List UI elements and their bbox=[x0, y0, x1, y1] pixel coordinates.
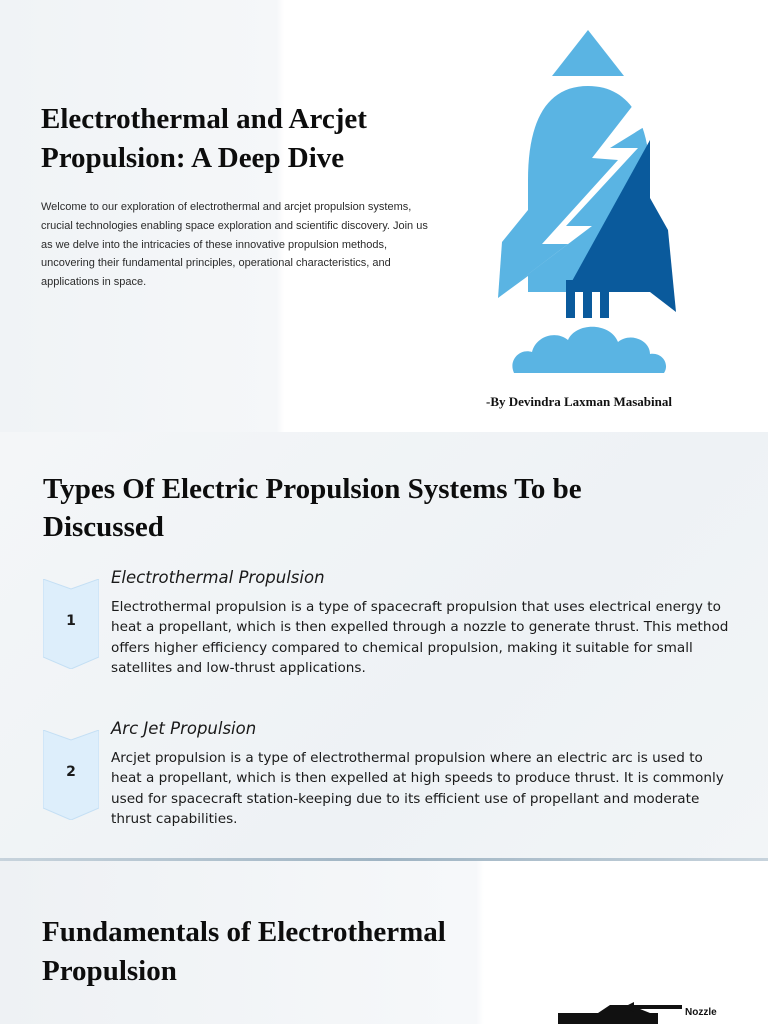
types-slide bbox=[0, 432, 768, 858]
rocket-nose-cone bbox=[552, 30, 624, 76]
item-description: Arcjet propulsion is a type of electrothermal propulsion where an electric arc is used to heat a propellant, which is then expelled at high speeds to produce thrust. It is commonly used for spacecraft station-keeping due to its efficient use of propellant and moderate thrust capabilities. bbox=[111, 750, 724, 827]
exhaust-bar bbox=[583, 280, 592, 318]
arrow-left-icon bbox=[624, 1002, 682, 1012]
exhaust-bar bbox=[566, 280, 575, 318]
fundamentals-slide bbox=[0, 861, 768, 1024]
fundamentals-title: Fundamentals of Electrothermal Propulsion bbox=[42, 916, 446, 987]
exhaust-bar bbox=[600, 280, 609, 318]
nozzle-label: Nozzle bbox=[685, 1007, 717, 1018]
item-title: Electrothermal Propulsion bbox=[111, 568, 325, 587]
badge-number: 1 bbox=[66, 613, 76, 629]
number-badge bbox=[43, 579, 99, 669]
rocket-right-fin bbox=[650, 198, 676, 312]
rocket-lightning-icon bbox=[470, 30, 690, 375]
badge-number: 2 bbox=[66, 764, 76, 780]
rocket-left-fin bbox=[498, 210, 528, 298]
presentation-title: Electrothermal and Arcjet Propulsion: A Deep Dive bbox=[41, 103, 367, 174]
item-description: Electrothermal propulsion is a type of spacecraft propulsion that uses electrical energy to heat a propellant, which is then expelled through a nozzle to generate thrust. This method offers higher efficiency compared to chemical propulsion, making it suitable for small satellites and low-thrust applications. bbox=[111, 599, 729, 676]
nozzle-diagram bbox=[558, 1001, 768, 1024]
number-badge bbox=[43, 730, 99, 820]
intro-paragraph: Welcome to our exploration of electrothermal and arcjet propulsion systems, crucial technologies enabling space exploration and scientific discovery. Join us as we delve into the intricacies of these innovative propulsion methods, uncovering their fundamental principles, operational characteristics, and applications in space. bbox=[41, 201, 428, 289]
exhaust-cloud bbox=[512, 327, 666, 373]
types-title: Types Of Electric Propulsion Systems To be Discussed bbox=[43, 473, 582, 543]
item-title: Arc Jet Propulsion bbox=[111, 719, 257, 738]
author-credit: -By Devindra Laxman Masabinal bbox=[486, 394, 672, 409]
title-slide bbox=[0, 0, 768, 432]
